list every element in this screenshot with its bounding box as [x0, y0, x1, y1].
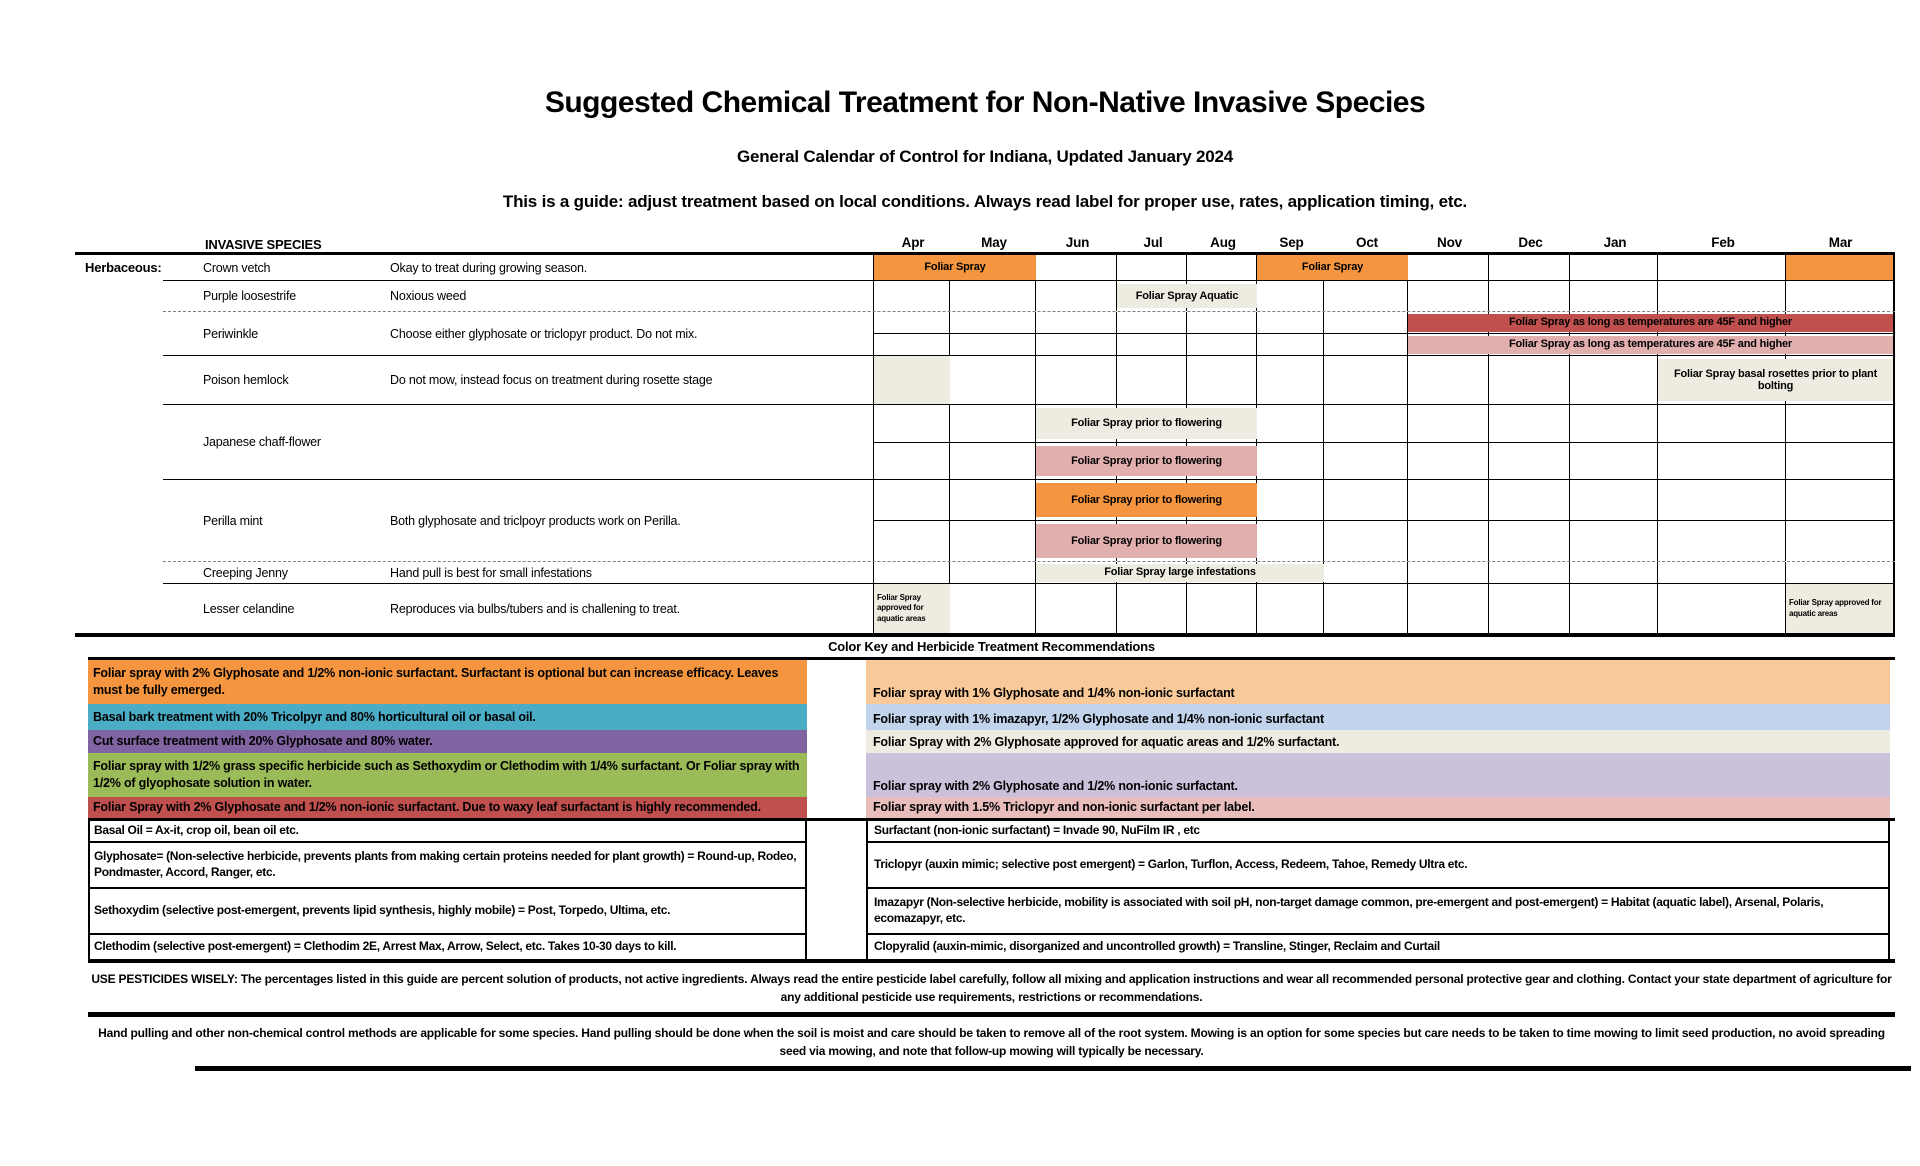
month-cell — [1570, 480, 1658, 520]
key-gap — [807, 797, 866, 818]
month-label: May — [981, 235, 1007, 250]
month-cell — [950, 281, 1036, 311]
month-grid — [873, 584, 1895, 633]
definition-clethodim: Clethodim (selective post-emergent) = Clethodim 2E, Arrest Max, Arrow, Select, etc. Takes 10-30 days to kill. — [88, 935, 807, 959]
month-cell — [1658, 405, 1786, 442]
species-note: Do not mow, instead focus on treatment during rosette stage — [390, 373, 713, 387]
month-cell — [1570, 562, 1658, 583]
month-cell — [950, 405, 1036, 442]
key-swatch-purple: Cut surface treatment with 20% Glyphosate and 80% water. — [88, 730, 807, 753]
month-grid — [873, 255, 1895, 280]
month-cell — [1324, 562, 1408, 583]
bottom-bar — [195, 1066, 1911, 1071]
definition-gap — [807, 821, 866, 843]
color-key-row — [88, 797, 1895, 818]
month-header-row — [875, 233, 1895, 252]
footnote-hand-pulling: Hand pulling and other non-chemical control methods are applicable for some species. Hand pulling should be done when the soil is moist and care should be taken to remove all of the root system. Mowing is an option for some species but care needs to be taken to time mowing to limit seed production, no avoid spreading seed via mowing, and note that follow-up mowing will typically be necessary. — [98, 1026, 1885, 1058]
month-cell — [1257, 356, 1324, 404]
month-cell — [874, 334, 950, 355]
month-cell — [1324, 584, 1408, 633]
month-cell — [1658, 443, 1786, 480]
definition-row — [88, 821, 1895, 843]
month-cell — [1570, 255, 1658, 280]
month-cell — [1257, 480, 1324, 520]
definition-gap — [807, 935, 866, 959]
month-cell — [1489, 356, 1570, 404]
definition-clopyralid: Clopyralid (auxin-mimic, disorganized and uncontrolled growth) = Transline, Stinger, Reclaim and Curtail — [866, 935, 1890, 959]
month-cell — [1036, 255, 1117, 280]
month-cell — [1117, 584, 1187, 633]
month-cell — [1786, 443, 1893, 480]
key-swatch-red: Foliar Spray with 2% Glyphosate and 1/2% non-ionic surfactant. Due to waxy leaf surfactant is highly recommended. — [88, 797, 807, 818]
month-cell — [950, 521, 1036, 561]
key-swatch-lavender: Foliar spray with 2% Glyphosate and 1/2% non-ionic surfactant. — [866, 753, 1890, 797]
key-gap — [807, 704, 866, 730]
month-grid — [873, 405, 1895, 479]
key-swatch-orange: Foliar spray with 2% Glyphosate and 1/2% non-ionic surfactant. Surfactant is optional but can increase efficacy. Leaves must be fully emerged. — [88, 660, 807, 704]
species-note: Okay to treat during growing season. — [390, 260, 588, 275]
definition-row — [88, 935, 1895, 959]
month-cell — [950, 312, 1036, 333]
species-row-creeping-jenny — [75, 562, 1895, 584]
definition-surfactant: Surfactant (non-ionic surfactant) = Invade 90, NuFilm IR , etc — [866, 821, 1890, 843]
color-key-row — [88, 753, 1895, 797]
definitions-table — [88, 818, 1895, 963]
species-row-periwinkle — [75, 312, 1895, 356]
color-key-row — [88, 660, 1895, 704]
key-gap — [807, 660, 866, 704]
month-cell — [1658, 584, 1786, 633]
species-row-purple-loosestrife — [75, 281, 1895, 312]
color-key-title: Color Key and Herbicide Treatment Recommendations — [828, 639, 1155, 654]
month-cell — [1324, 312, 1408, 333]
month-cell — [874, 521, 950, 561]
month-cell — [1489, 521, 1570, 561]
month-label: Mar — [1828, 235, 1853, 250]
treatment-band: Foliar Spray as long as temperatures are 45F and higher — [1408, 314, 1893, 332]
month-label: Jun — [1065, 235, 1090, 250]
month-label: Sep — [1279, 235, 1304, 250]
month-cell — [1187, 334, 1257, 355]
month-cell — [874, 562, 950, 583]
key-swatch-peach: Foliar spray with 1% Glyphosate and 1/4% non-ionic surfactant — [866, 660, 1890, 704]
month-cell — [1786, 405, 1893, 442]
month-cell — [1036, 356, 1117, 404]
definition-imazapyr: Imazapyr (Non-selective herbicide, mobility is associated with soil pH, non-target damage common, pre-emergent and post-emergent) = Habitat (aquatic label), Arsenal, Polaris, ecomazapyr, etc. — [866, 889, 1890, 935]
month-cell — [1489, 281, 1570, 311]
month-cell — [1257, 405, 1324, 442]
month-cell — [1187, 312, 1257, 333]
treatment-band: Foliar Spray — [1257, 255, 1408, 280]
treatment-band — [874, 356, 950, 404]
month-cell — [1257, 584, 1324, 633]
month-label: Feb — [1711, 235, 1735, 250]
month-cell — [1036, 312, 1117, 333]
species-name: Creeping Jenny — [203, 565, 288, 580]
month-grid — [873, 281, 1895, 311]
month-cell — [1786, 281, 1893, 311]
key-swatch-beige: Foliar Spray with 2% Glyphosate approved for aquatic areas and 1/2% surfactant. — [866, 730, 1890, 753]
month-cell — [950, 562, 1036, 583]
month-cell — [1117, 356, 1187, 404]
month-cell — [1658, 562, 1786, 583]
month-cell — [1324, 521, 1408, 561]
definition-row — [88, 843, 1895, 889]
treatment-band: Foliar Spray large infestations — [1036, 564, 1324, 582]
month-cell — [950, 480, 1036, 520]
month-cell — [950, 334, 1036, 355]
month-cell — [950, 356, 1036, 404]
species-row-japanese-chaff-flower — [75, 405, 1895, 480]
species-row-crown-vetch — [75, 255, 1895, 281]
species-name: Japanese chaff-flower — [203, 435, 321, 449]
month-cell — [1570, 281, 1658, 311]
month-cell — [1036, 334, 1117, 355]
month-grid — [873, 562, 1895, 583]
month-cell — [874, 312, 950, 333]
divider-bar — [88, 1012, 1895, 1017]
month-cell — [1489, 405, 1570, 442]
month-cell — [1408, 562, 1489, 583]
month-cell — [1408, 255, 1489, 280]
treatment-band: Foliar Spray prior to flowering — [1036, 446, 1257, 477]
month-cell — [1570, 443, 1658, 480]
month-cell — [1324, 281, 1408, 311]
species-name: Purple loosestrife — [203, 289, 296, 303]
month-cell — [1187, 584, 1257, 633]
month-cell — [1570, 356, 1658, 404]
calendar-header-row — [75, 233, 1895, 255]
month-cell — [1786, 521, 1893, 561]
species-note — [390, 405, 873, 479]
month-cell — [1408, 480, 1489, 520]
month-cell — [1324, 334, 1408, 355]
month-cell — [874, 405, 950, 442]
month-cell — [1187, 255, 1257, 280]
key-swatch-green: Foliar spray with 1/2% grass specific herbicide such as Sethoxydim or Clethodim with 1/4% surfactant. Or Foliar spray with 1/2% of glyophosate solution in water. — [88, 753, 807, 797]
treatment-band: Foliar Spray as long as temperatures are 45F and higher — [1408, 336, 1893, 354]
treatment-calendar — [75, 233, 1895, 637]
page-subtitle: General Calendar of Control for Indiana, Updated January 2024 — [736, 147, 1234, 166]
month-cell — [1408, 584, 1489, 633]
month-cell — [1408, 405, 1489, 442]
month-cell — [1489, 255, 1570, 280]
month-cell — [1489, 443, 1570, 480]
month-cell — [874, 281, 950, 311]
color-key-row — [88, 730, 1895, 753]
month-cell — [1786, 480, 1893, 520]
treatment-band: Foliar Spray prior to flowering — [1036, 524, 1257, 558]
month-cell — [1658, 480, 1786, 520]
key-swatch-pink: Foliar spray with 1.5% Triclopyr and non-ionic surfactant per label. — [866, 797, 1890, 818]
month-cell — [1408, 281, 1489, 311]
month-cell — [1257, 281, 1324, 311]
month-cell — [950, 584, 1036, 633]
month-cell — [1036, 584, 1117, 633]
definition-gap — [807, 843, 866, 889]
month-label: Jul — [1143, 235, 1163, 250]
month-cell — [1257, 521, 1324, 561]
month-label: Aug — [1210, 235, 1236, 250]
group-label: Herbaceous: — [85, 260, 162, 275]
month-cell — [1489, 584, 1570, 633]
species-name: Lesser celandine — [203, 601, 295, 616]
key-gap — [807, 753, 866, 797]
month-cell — [1786, 562, 1893, 583]
month-cell — [874, 443, 950, 480]
species-note: Hand pull is best for small infestations — [390, 565, 592, 580]
treatment-band: Foliar Spray approved for aquatic areas — [1786, 584, 1893, 633]
species-name: Periwinkle — [203, 326, 258, 341]
month-cell — [1489, 562, 1570, 583]
species-note: Both glyphosate and triclpoyr products work on Perilla. — [390, 513, 681, 528]
key-swatch-lightblue: Foliar spray with 1% imazapyr, 1/2% Glyphosate and 1/4% non-ionic surfactant — [866, 704, 1890, 730]
month-cell — [1408, 521, 1489, 561]
month-grid — [873, 312, 1895, 355]
species-row-lesser-celandine — [75, 584, 1895, 633]
month-cell — [1658, 281, 1786, 311]
month-cell — [1324, 480, 1408, 520]
page-title: Suggested Chemical Treatment for Non-Native Invasive Species — [544, 86, 1426, 119]
month-cell — [1324, 405, 1408, 442]
month-cell — [1036, 281, 1117, 311]
treatment-band: Foliar Spray — [874, 255, 1036, 280]
month-label: Apr — [901, 235, 925, 250]
color-key-row — [88, 704, 1895, 730]
definition-triclopyr: Triclopyr (auxin mimic; selective post emergent) = Garlon, Turflon, Access, Redeem, Tahoe, Remedy Ultra etc. — [866, 843, 1890, 889]
month-cell — [1187, 356, 1257, 404]
definition-gap — [807, 889, 866, 935]
month-cell — [1324, 356, 1408, 404]
definition-row — [88, 889, 1895, 935]
month-cell — [1658, 255, 1786, 280]
species-row-poison-hemlock — [75, 356, 1895, 405]
treatment-band: Foliar Spray prior to flowering — [1036, 483, 1257, 517]
month-label: Dec — [1518, 235, 1543, 250]
month-cell — [1570, 584, 1658, 633]
species-note: Noxious weed — [390, 289, 467, 303]
month-cell — [1570, 405, 1658, 442]
treatment-band: Foliar Spray prior to flowering — [1036, 408, 1257, 439]
species-row-perilla-mint — [75, 480, 1895, 562]
month-label: Jan — [1603, 235, 1627, 250]
month-cell — [1117, 255, 1187, 280]
treatment-band: Foliar Spray approved for aquatic areas — [874, 584, 950, 633]
species-note: Choose either glyphosate or triclopyr product. Do not mix. — [390, 326, 698, 341]
month-cell — [1570, 521, 1658, 561]
month-cell — [1117, 312, 1187, 333]
key-gap — [807, 730, 866, 753]
treatment-band: Foliar Spray basal rosettes prior to plant bolting — [1658, 359, 1893, 401]
month-cell — [1117, 334, 1187, 355]
month-grid — [873, 356, 1895, 404]
month-grid — [873, 480, 1895, 561]
definition-glyphosate: Glyphosate= (Non-selective herbicide, prevents plants from making certain proteins needed for plant growth) = Round-up, Rodeo, Pondmaster, Accord, Ranger, etc. — [88, 843, 807, 889]
month-cell — [1257, 334, 1324, 355]
document — [75, 0, 1895, 1071]
color-key — [88, 657, 1895, 818]
invasive-species-header: INVASIVE SPECIES — [205, 237, 322, 252]
month-cell — [1658, 521, 1786, 561]
guide-note: This is a guide: adjust treatment based on local conditions. Always read label for proper use, rates, application timing, etc. — [502, 192, 1468, 211]
month-cell — [1489, 480, 1570, 520]
month-cell — [1408, 443, 1489, 480]
footnote-pesticides: USE PESTICIDES WISELY: The percentages listed in this guide are percent solution of products, not active ingredients. Always read the entire pesticide label carefully, follow all mixing and application instructions and wear all recommended personal protective gear and clothing. Contact your state department of agriculture for any additional pesticide use requirements, restrictions or recommendations. — [91, 972, 1892, 1004]
month-cell — [1257, 312, 1324, 333]
definition-sethoxydim: Sethoxydim (selective post-emergent, prevents lipid synthesis, highly mobile) = Post, Torpedo, Ultima, etc. — [88, 889, 807, 935]
species-name: Crown vetch — [203, 260, 271, 275]
month-cell — [874, 480, 950, 520]
species-note: Reproduces via bulbs/tubers and is challening to treat. — [390, 601, 680, 616]
month-cell — [1257, 443, 1324, 480]
month-cell — [1324, 443, 1408, 480]
month-cell — [950, 443, 1036, 480]
month-cell — [1408, 356, 1489, 404]
treatment-band: Foliar Spray Aquatic — [1117, 284, 1257, 308]
species-name: Poison hemlock — [203, 373, 289, 387]
key-swatch-teal: Basal bark treatment with 20% Tricolpyr and 80% horticultural oil or basal oil. — [88, 704, 807, 730]
treatment-band — [1786, 255, 1893, 280]
month-label: Nov — [1437, 235, 1462, 250]
month-label: Oct — [1356, 235, 1378, 250]
species-name: Perilla mint — [203, 513, 263, 528]
definition-basal-oil: Basal Oil = Ax-it, crop oil, bean oil etc. — [88, 821, 807, 843]
